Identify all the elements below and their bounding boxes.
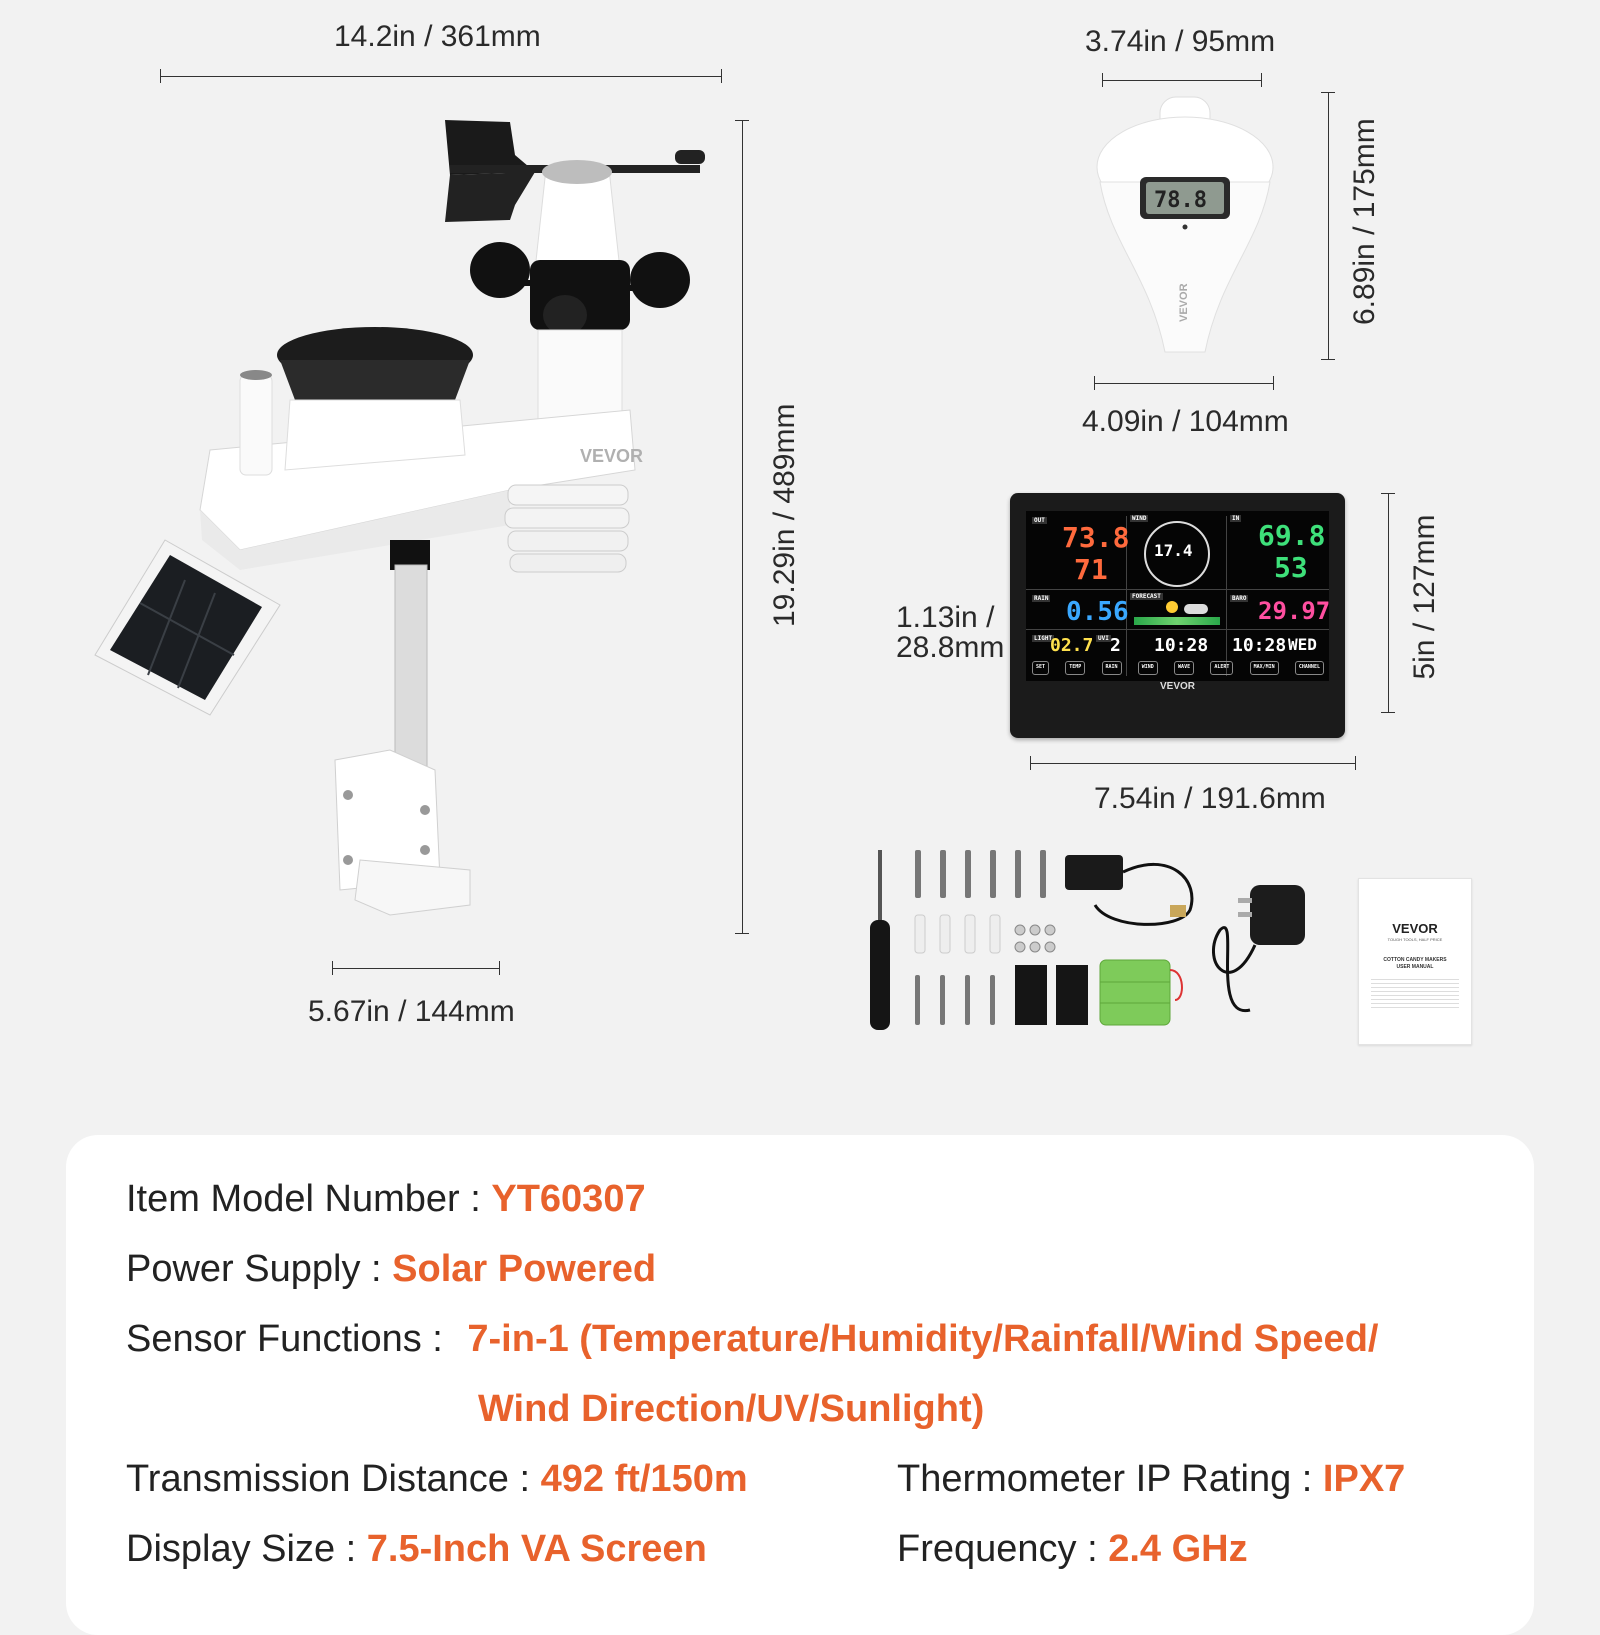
station-base-line xyxy=(332,968,500,969)
display-console xyxy=(1010,493,1345,738)
manual-title-1: COTTON CANDY MAKERS xyxy=(1383,957,1447,963)
console-btn-set: SET xyxy=(1032,661,1049,675)
time-value-2: 10:28 xyxy=(1232,635,1287,656)
adhesive-pads-icon xyxy=(1015,965,1088,1025)
spec-display-size xyxy=(126,1528,707,1571)
thermo-hygrometer-sensor-image xyxy=(1090,92,1280,362)
out-temp-value: 73.8 xyxy=(1062,521,1130,554)
radiation-shield-icon xyxy=(505,485,629,572)
long-screws-icon xyxy=(915,850,1046,898)
spec-value: IPX7 xyxy=(1322,1458,1406,1500)
sensor-logo: VEVOR xyxy=(1178,283,1190,322)
manual-brand: VEVOR xyxy=(1392,921,1438,936)
station-height-line xyxy=(742,120,743,934)
spec-value: 7-in-1 (Temperature/Humidity/Rainfall/Wind Speed/ xyxy=(467,1318,1379,1360)
spec-value: YT60307 xyxy=(491,1178,646,1220)
station-width-line xyxy=(160,76,722,77)
forecast-sun-icon xyxy=(1166,601,1178,613)
console-btn-wind: WIND xyxy=(1138,661,1158,675)
rain-gauge-icon xyxy=(277,327,473,470)
sensor-top-label: 3.74in / 95mm xyxy=(1085,25,1276,58)
console-btn-wave: WAVE xyxy=(1174,661,1194,675)
baro-value: 29.97 xyxy=(1258,597,1331,625)
power-adapter-icon xyxy=(1213,885,1305,1011)
spec-power-supply xyxy=(126,1248,656,1291)
spec-key: Sensor Functions : xyxy=(126,1318,443,1360)
spec-sensor-functions xyxy=(126,1318,1378,1361)
sensor-height-label: 6.89in / 175mm xyxy=(1348,118,1381,325)
screwdriver-icon xyxy=(870,850,890,1030)
spec-value: Solar Powered xyxy=(392,1248,657,1290)
manual-tagline: TOUGH TOOLS, HALF PRICE xyxy=(1387,937,1443,942)
spec-model-number xyxy=(126,1178,646,1221)
console-height-line xyxy=(1388,493,1389,713)
light-value: 02.7 xyxy=(1050,635,1094,656)
spec-frequency xyxy=(897,1528,1248,1571)
time-value-1: 10:28 xyxy=(1154,635,1209,656)
station-height-label: 19.29in / 489mm xyxy=(768,403,801,627)
spec-value: 2.4 GHz xyxy=(1108,1528,1248,1570)
forecast-cloud-icon xyxy=(1184,604,1208,614)
svg-text:78.8: 78.8 xyxy=(1154,188,1207,213)
console-logo: VEVOR xyxy=(1159,681,1195,692)
station-logo: VEVOR xyxy=(580,446,644,466)
console-depth-label: 1.13in / 28.8mm xyxy=(896,601,1005,664)
weather-station-image xyxy=(90,110,730,940)
sensor-width-line xyxy=(1094,383,1274,384)
spec-sensor-functions-cont: Wind Direction/UV/Sunlight) xyxy=(478,1388,985,1430)
spec-transmission-distance xyxy=(126,1458,748,1501)
in-temp-value: 69.8 xyxy=(1258,519,1326,552)
spec-key: Frequency : xyxy=(897,1528,1098,1570)
in-humidity-value: 53 xyxy=(1274,551,1308,584)
sensor-height-line xyxy=(1328,92,1329,360)
wall-anchors-icon xyxy=(915,915,1000,953)
spec-value: 492 ft/150m xyxy=(540,1458,748,1500)
mount-bracket-icon xyxy=(335,750,470,915)
day-value: WED xyxy=(1288,635,1317,654)
short-screws-icon xyxy=(915,975,995,1025)
console-btn-alert: ALERT xyxy=(1210,661,1233,675)
wind-speed-value: 17.4 xyxy=(1154,541,1193,560)
manual-title-2: USER MANUAL xyxy=(1396,964,1434,970)
rain-label: RAIN xyxy=(1034,595,1049,602)
spec-key: Power Supply : xyxy=(126,1248,382,1290)
console-btn-channel: CHANNEL xyxy=(1295,661,1324,675)
spec-ip-rating xyxy=(897,1458,1405,1501)
console-btn-rain: RAIN xyxy=(1102,661,1122,675)
spec-value: 7.5-Inch VA Screen xyxy=(366,1528,707,1570)
user-manual xyxy=(1358,878,1472,1045)
uv-value: 2 xyxy=(1110,635,1121,656)
sensor-width-label: 4.09in / 104mm xyxy=(1082,405,1289,438)
forecast-graph xyxy=(1134,617,1220,625)
forecast-label: FORECAST xyxy=(1132,593,1161,600)
usb-cable-icon xyxy=(1065,855,1192,924)
console-width-line xyxy=(1030,763,1356,764)
console-btn-temp: TEMP xyxy=(1065,661,1085,675)
sensor-top-line xyxy=(1102,80,1262,81)
console-btn-maxmin: MAX/MIN xyxy=(1250,661,1279,675)
station-width-label: 14.2in / 361mm xyxy=(334,20,541,53)
wind-label: WIND xyxy=(1132,515,1147,522)
console-width-label: 7.54in / 191.6mm xyxy=(1094,782,1326,815)
spec-key: Display Size : xyxy=(126,1528,357,1570)
station-base-label: 5.67in / 144mm xyxy=(308,995,515,1028)
rain-value: 0.56 xyxy=(1066,597,1129,627)
battery-pack-icon xyxy=(1100,960,1182,1025)
out-label: OUT xyxy=(1034,517,1045,524)
out-humidity-value: 71 xyxy=(1074,553,1108,586)
spec-key: Item Model Number : xyxy=(126,1178,481,1220)
light-label: LIGHT xyxy=(1034,635,1053,642)
in-label: IN xyxy=(1232,515,1240,522)
nuts-icon xyxy=(1015,925,1055,952)
baro-label: BARO xyxy=(1232,595,1247,602)
spec-key: Thermometer IP Rating : xyxy=(897,1458,1313,1500)
console-height-label: 5in / 127mm xyxy=(1408,514,1441,680)
uvi-label: UVI xyxy=(1098,635,1109,642)
spec-key: Transmission Distance : xyxy=(126,1458,531,1500)
